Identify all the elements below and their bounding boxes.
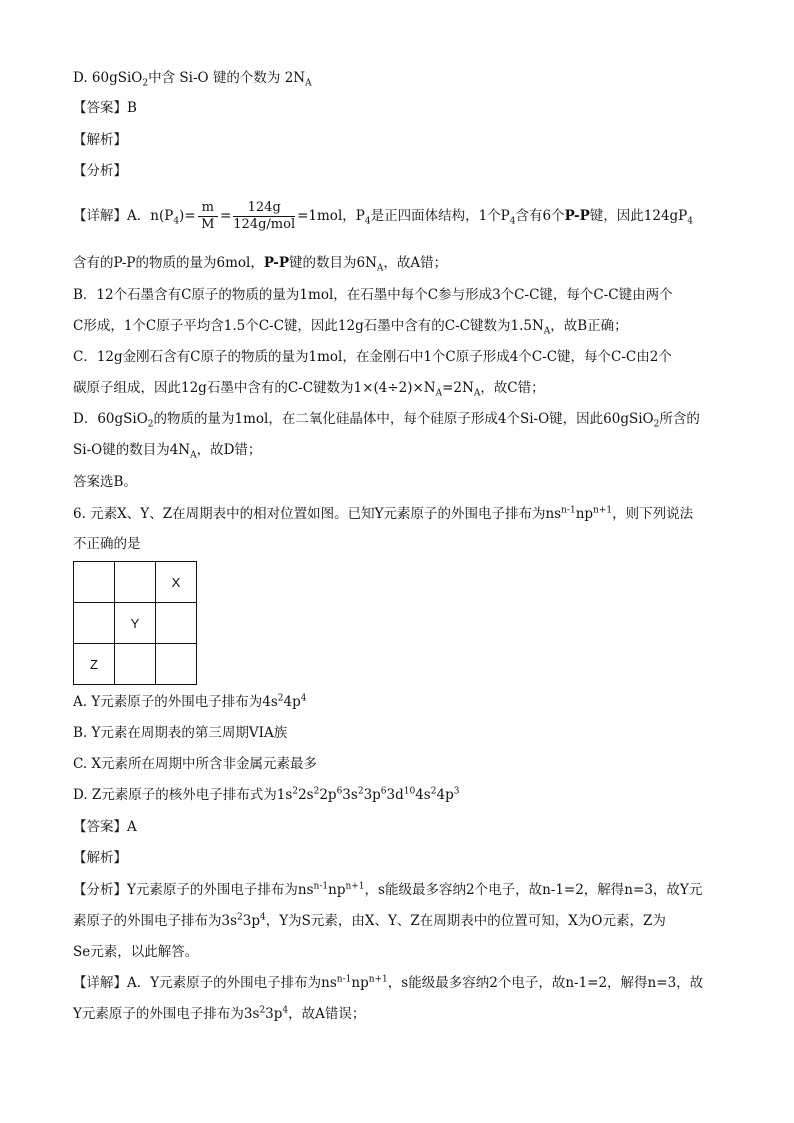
grid-cell (115, 644, 156, 685)
detail-d-line-1: D．60gSiO$_2$的物质的量为1mol，在二氧化硅晶体中，每个硅原子形成4个Si-O键，因此60gSiO$_2$所含的 (73, 411, 700, 430)
answer-label-2: 【答案】A (73, 819, 137, 835)
periodic-table-grid (73, 561, 197, 685)
option-b: B. Y元素在周期表的第三周期VIA族 (73, 725, 288, 741)
fraction-m-over-M: $\frac{m}{M}$ (198, 200, 218, 233)
option-a: A. Y元素原子的外围电子排布为$4s^24p^4$ (73, 693, 307, 710)
detail-2-line-1: 【详解】A．Y元素原子的外围电子排布为$ns^{n-1}np^{n+1}$，s能级最多容纳2个电子，故n-1=2，解得n=3，故 (73, 974, 704, 991)
grid-cell (74, 562, 115, 603)
detail-b-line-2: C形成，1个C原子平均含1.5个C-C键，因此12g石墨中含有的C-C键数为$1.5N_A$，故B正确； (73, 318, 628, 337)
option-d: D. Z元素原子的核外电子排布式为$1s^22s^22p^63s^23p^63d^{10}4s^24p^3$ (73, 786, 460, 803)
grid-cell-x: X (156, 562, 197, 603)
analysis-label: 【解析】 (73, 132, 127, 148)
detail-b-line-1: B．12个石墨含有C原子的物质的量为1mol，在石墨中每个C参与形成3个C-C键，每个C-C键由两个 (73, 287, 673, 303)
answer-choice-line: 答案选B。 (73, 474, 137, 490)
grid-cell (115, 562, 156, 603)
fenxi-2-line-2: 素原子的外围电子排布为$3s^23p^4$，Y为S元素，由X、Y、Z在周期表中的位置可知，X为O元素，Z为 (73, 912, 666, 929)
question-6-line-2: 不正确的是 (73, 536, 141, 552)
fenxi-label: 【分析】 (73, 163, 127, 179)
fenxi-2-line-1: 【分析】Y元素原子的外围电子排布为$ns^{n-1}np^{n+1}$，s能级最多容纳2个电子，故n-1=2，解得n=3，故Y元 (73, 881, 703, 898)
fenxi-2-line-3: Se元素，以此解答。 (73, 944, 199, 960)
detail-c-line-1: C．12g金刚石含有C原子的物质的量为1mol，在金刚石中1个C原子形成4个C-C键，每个C-C由2个 (73, 349, 672, 365)
option-c: C. X元素所在周期中所含非金属元素最多 (73, 756, 318, 772)
detail-2-line-2: Y元素原子的外围电子排布为$3s^23p^4$，故A错误； (73, 1005, 366, 1022)
fraction-124g: $\frac{124g}{\text{124g/mol}}$ (233, 200, 296, 232)
answer-label: 【答案】B (73, 100, 137, 116)
grid-cell (156, 603, 197, 644)
grid-cell (74, 603, 115, 644)
detail-d-line-2: Si-O键的数目为$4N_A$，故D错； (73, 442, 262, 461)
option-d-line: D. 60gSiO$_2$中含 Si-O 键的个数为 $2N_A$ (73, 70, 312, 89)
question-6-line-1: 6. 元素X、Y、Z在周期表中的相对位置如图。已知Y元素原子的外围电子排布为$ns^{n-1}np^{n+1}$，则下列说法 (73, 505, 694, 522)
grid-cell-z: Z (74, 644, 115, 685)
grid-cell-y: Y (115, 603, 156, 644)
detail-line-2: 含有的P-P的物质的量为6mol，P-P键的数目为$6N_A$，故A错； (73, 255, 448, 274)
detail-line-1: 【详解】A．$n(P_4)=$ $\frac{m}{M}$ = $\frac{124g}{\text{124g/mol}}$ =1mol，$P_4$是正四面体结构，1个$P_4$含有6个P-P键，因此$124gP_4$ (73, 200, 693, 232)
detail-c-line-2: 碳原子组成，因此12g石墨中含有的C-C键数为$1\times(4\div 2)\times N_A=2N_A$，故C错； (73, 380, 545, 399)
analysis-label-2: 【解析】 (73, 850, 127, 866)
grid-cell (156, 644, 197, 685)
